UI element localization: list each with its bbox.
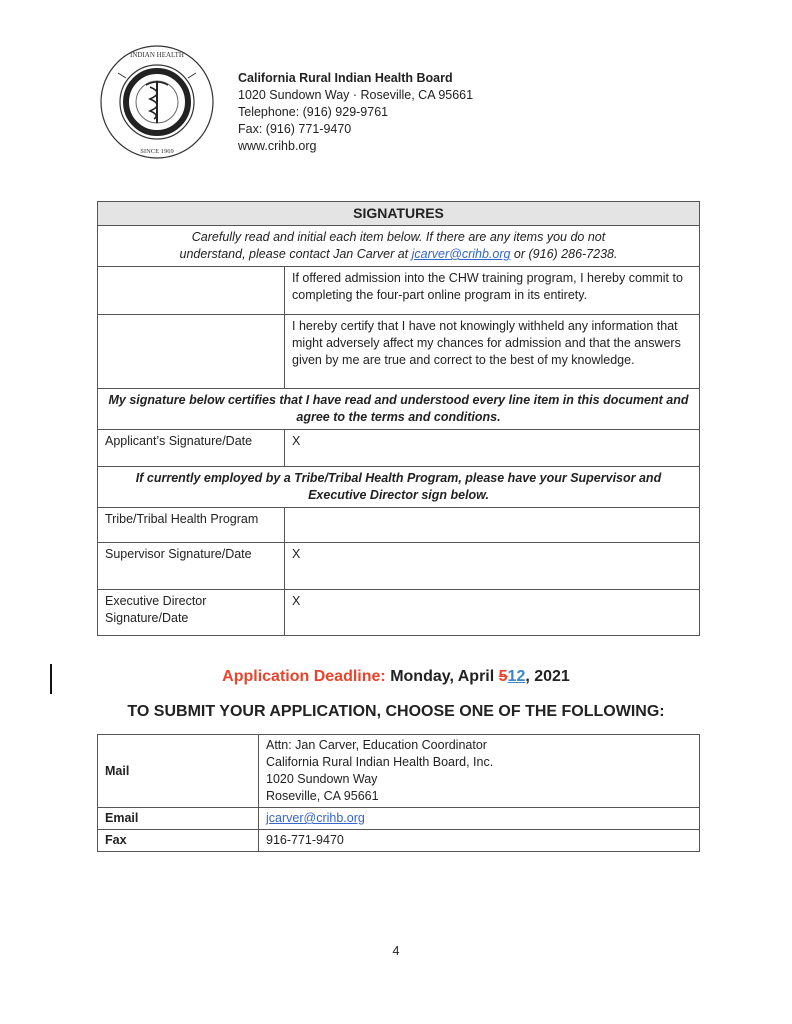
submit-heading: TO SUBMIT YOUR APPLICATION, CHOOSE ONE OF THE FOLLOWING: — [127, 703, 665, 720]
contact-email-link[interactable]: jcarver@crihb.org — [411, 247, 511, 261]
email-label: Email — [98, 808, 259, 830]
initial-box-2[interactable] — [98, 315, 285, 389]
org-telephone: Telephone: (916) 929-9761 — [238, 105, 389, 119]
instructions-line-1: Carefully read and initial each item below. If there are any items you do not — [191, 230, 606, 244]
instructions-line-2-post: or (916) 286-7238. — [510, 247, 618, 261]
tribal-program-field[interactable] — [285, 508, 700, 543]
commit-statement: If offered admission into the CHW training program, I hereby commit to completing the four-part online program in its entirety. — [285, 267, 700, 315]
employed-note: If currently employed by a Tribe/Tribal Health Program, please have your Supervisor and Executive Director sign below. — [98, 467, 700, 508]
certify-note: My signature below certifies that I have read and understood every line item in this document and agree to the terms and conditions. — [98, 389, 700, 430]
crihb-seal-logo — [98, 43, 216, 161]
applicant-signature-label: Applicant’s Signature/Date — [98, 430, 285, 467]
initial-box-1[interactable] — [98, 267, 285, 315]
deadline-new-day: 12 — [507, 668, 526, 685]
director-signature-label: Executive Director Signature/Date — [98, 590, 285, 636]
tribal-program-label: Tribe/Tribal Health Program — [98, 508, 285, 543]
deadline-date-pre: Monday, April — [390, 668, 499, 685]
page-number: 4 — [392, 944, 400, 958]
org-fax: Fax: (916) 771-9470 — [238, 122, 352, 136]
signatures-table — [97, 201, 700, 636]
submission-methods-table — [97, 734, 700, 852]
svg-text:INDIAN HEALTH: INDIAN HEALTH — [130, 51, 184, 59]
supervisor-signature-label: Supervisor Signature/Date — [98, 543, 285, 590]
deadline-struck-day: 5 — [498, 668, 508, 685]
deadline-date-post: , 2021 — [525, 668, 570, 685]
mail-line-4: Roseville, CA 95661 — [266, 789, 379, 803]
fax-number: 916-771-9470 — [259, 830, 700, 852]
applicant-signature-field[interactable]: X — [285, 430, 700, 467]
mail-line-3: 1020 Sundown Way — [266, 772, 378, 786]
director-signature-field[interactable]: X — [285, 590, 700, 636]
supervisor-signature-field[interactable]: X — [285, 543, 700, 590]
org-website: www.crihb.org — [238, 139, 317, 153]
mail-line-2: California Rural Indian Health Board, Inc. — [266, 755, 494, 769]
signatures-title: SIGNATURES — [98, 202, 700, 226]
organization-info — [238, 70, 473, 155]
org-name: California Rural Indian Health Board — [238, 71, 453, 85]
signatures-instructions — [98, 226, 700, 267]
mail-label: Mail — [98, 735, 259, 808]
mail-address — [259, 735, 700, 808]
submit-email-link[interactable]: jcarver@crihb.org — [266, 811, 365, 825]
instructions-line-2-pre: understand, please contact Jan Carver at — [179, 247, 412, 261]
mail-line-1: Attn: Jan Carver, Education Coordinator — [266, 738, 487, 752]
application-deadline — [0, 668, 792, 686]
fax-label: Fax — [98, 830, 259, 852]
certify-statement: I hereby certify that I have not knowingly withheld any information that might adversely affect my chances for admission and that the answers given by me are true and correct to the best of my knowledge. — [285, 315, 700, 389]
svg-text:SINCE 1969: SINCE 1969 — [140, 148, 174, 155]
deadline-label: Application Deadline: — [222, 668, 386, 685]
org-address: 1020 Sundown Way · Roseville, CA 95661 — [238, 88, 474, 102]
